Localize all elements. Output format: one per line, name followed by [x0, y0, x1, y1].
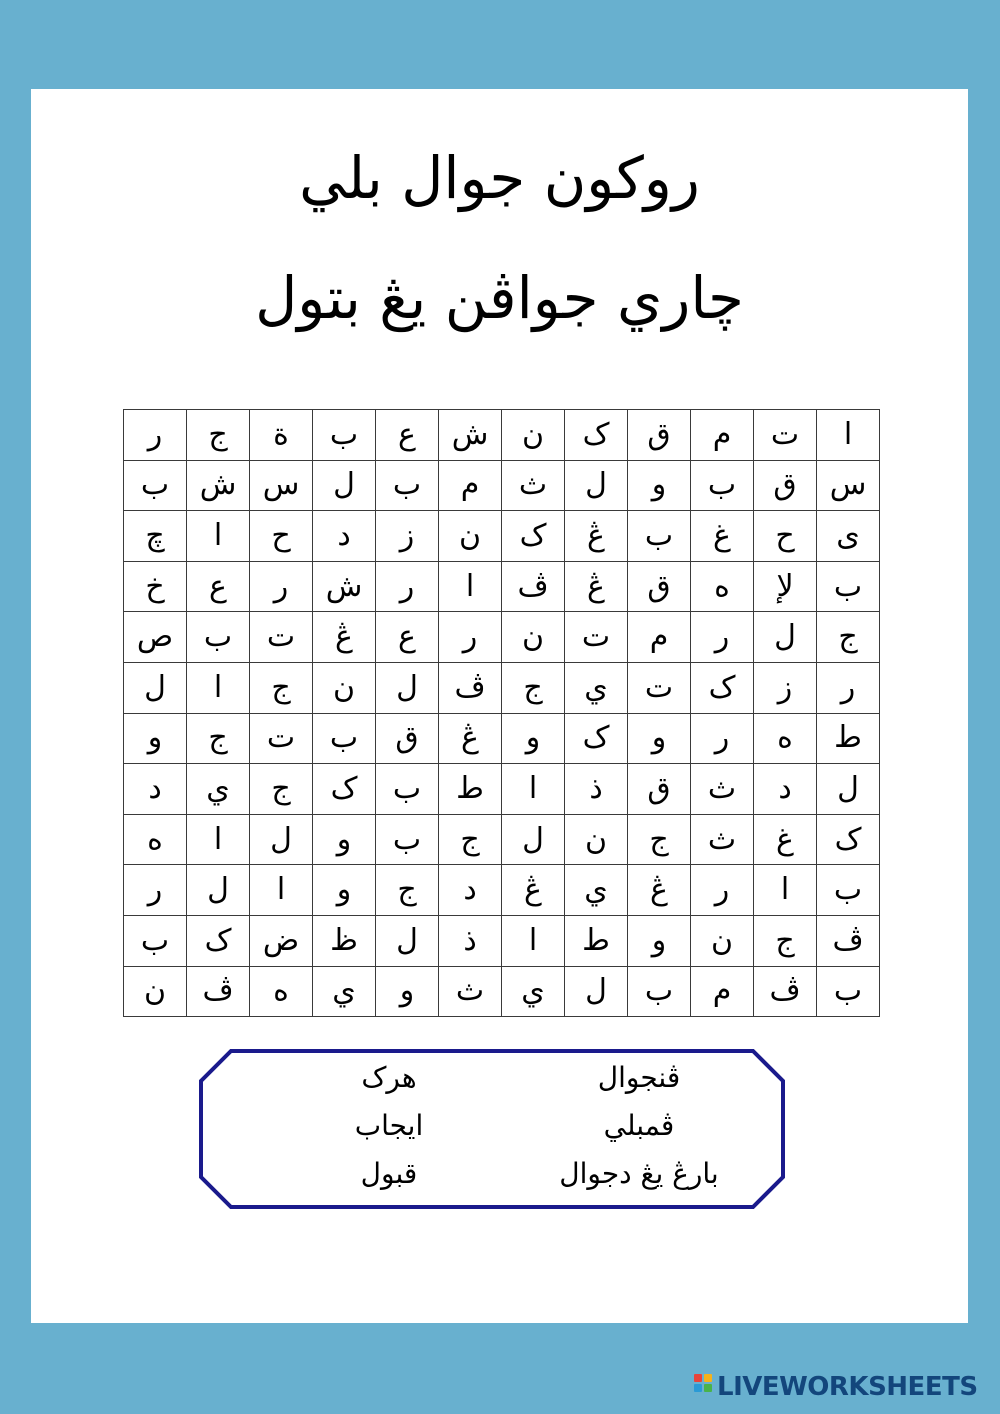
- grid-cell[interactable]: ث: [691, 764, 754, 815]
- grid-cell[interactable]: ة: [250, 410, 313, 461]
- grid-cell[interactable]: ر: [439, 612, 502, 663]
- grid-cell[interactable]: ل: [565, 460, 628, 511]
- grid-cell[interactable]: ب: [628, 966, 691, 1017]
- grid-cell[interactable]: ظ: [313, 915, 376, 966]
- grid-cell[interactable]: ش: [439, 410, 502, 461]
- grid-cell[interactable]: ا: [187, 511, 250, 562]
- grid-cell[interactable]: ر: [124, 865, 187, 916]
- grid-cell[interactable]: ب: [817, 561, 880, 612]
- grid-cell[interactable]: ڠ: [565, 561, 628, 612]
- grid-cell[interactable]: ا: [250, 865, 313, 916]
- grid-cell[interactable]: ع: [187, 561, 250, 612]
- grid-cell[interactable]: ش: [187, 460, 250, 511]
- grid-row: [124, 966, 880, 1017]
- grid-cell[interactable]: ن: [502, 612, 565, 663]
- word-search-grid: [123, 409, 880, 1017]
- grid-cell[interactable]: ک: [565, 713, 628, 764]
- grid-cell[interactable]: ع: [376, 612, 439, 663]
- grid-cell[interactable]: ه: [124, 814, 187, 865]
- grid-cell[interactable]: ب: [124, 460, 187, 511]
- grid-cell[interactable]: ڤ: [439, 662, 502, 713]
- grid-cell[interactable]: ل: [565, 966, 628, 1017]
- grid-cell[interactable]: و: [628, 713, 691, 764]
- grid-cell[interactable]: ث: [439, 966, 502, 1017]
- grid-cell[interactable]: ط: [817, 713, 880, 764]
- grid-cell[interactable]: ن: [313, 662, 376, 713]
- grid-cell[interactable]: غ: [754, 814, 817, 865]
- word-item: قبول: [360, 1157, 418, 1190]
- grid-cell[interactable]: ي: [313, 966, 376, 1017]
- grid-cell[interactable]: ڤ: [754, 966, 817, 1017]
- grid-row: [124, 662, 880, 713]
- grid-cell[interactable]: ا: [817, 410, 880, 461]
- grid-cell[interactable]: لإ: [754, 561, 817, 612]
- grid-cell[interactable]: ت: [565, 612, 628, 663]
- grid-cell[interactable]: ص: [124, 612, 187, 663]
- grid-cell[interactable]: ج: [754, 915, 817, 966]
- grid-row: [124, 764, 880, 815]
- grid-cell[interactable]: م: [439, 460, 502, 511]
- grid-cell[interactable]: ج: [187, 713, 250, 764]
- grid-cell[interactable]: ل: [124, 662, 187, 713]
- grid-row: [124, 865, 880, 916]
- grid-row: [124, 612, 880, 663]
- grid-cell[interactable]: ى: [817, 511, 880, 562]
- grid-cell[interactable]: د: [754, 764, 817, 815]
- grid-cell[interactable]: ث: [502, 460, 565, 511]
- grid-cell[interactable]: ل: [250, 814, 313, 865]
- grid-cell[interactable]: ض: [250, 915, 313, 966]
- grid-cell[interactable]: ي: [502, 966, 565, 1017]
- grid-cell[interactable]: ت: [250, 612, 313, 663]
- grid-row: [124, 915, 880, 966]
- grid-cell[interactable]: ب: [187, 612, 250, 663]
- title-line-1: روكون جوال بلي: [299, 144, 700, 212]
- grid-cell[interactable]: س: [817, 460, 880, 511]
- grid-row: [124, 410, 880, 461]
- grid-cell[interactable]: ق: [754, 460, 817, 511]
- grid-cell[interactable]: ر: [376, 561, 439, 612]
- grid-cell[interactable]: ط: [439, 764, 502, 815]
- liveworksheets-logo-icon: [694, 1374, 714, 1400]
- grid-cell[interactable]: ز: [376, 511, 439, 562]
- grid-cell[interactable]: ج: [502, 662, 565, 713]
- grid-cell[interactable]: ت: [250, 713, 313, 764]
- word-list-box: [199, 1049, 785, 1209]
- grid-cell[interactable]: م: [691, 966, 754, 1017]
- grid-row: [124, 814, 880, 865]
- grid-cell[interactable]: ڤ: [187, 966, 250, 1017]
- grid-cell[interactable]: ن: [565, 814, 628, 865]
- grid-cell[interactable]: ش: [313, 561, 376, 612]
- grid-cell[interactable]: ع: [376, 410, 439, 461]
- grid-cell[interactable]: ب: [628, 511, 691, 562]
- word-item: ايجاب: [354, 1109, 424, 1142]
- grid-cell[interactable]: ن: [691, 915, 754, 966]
- word-item: هرک: [361, 1061, 417, 1094]
- grid-cell[interactable]: ق: [628, 410, 691, 461]
- grid-cell[interactable]: و: [376, 966, 439, 1017]
- grid-cell[interactable]: ج: [187, 410, 250, 461]
- grid-row: [124, 460, 880, 511]
- grid-cell[interactable]: ڤ: [817, 915, 880, 966]
- grid-cell[interactable]: ا: [439, 561, 502, 612]
- grid-cell[interactable]: ا: [754, 865, 817, 916]
- brand-name: LIVEWORKSHEETS: [717, 1372, 978, 1402]
- grid-cell[interactable]: ڠ: [502, 865, 565, 916]
- grid-cell[interactable]: ب: [817, 966, 880, 1017]
- grid-cell[interactable]: ت: [628, 662, 691, 713]
- grid-row: [124, 561, 880, 612]
- grid-cell[interactable]: ا: [502, 764, 565, 815]
- grid-cell[interactable]: ز: [754, 662, 817, 713]
- grid-cell[interactable]: ر: [250, 561, 313, 612]
- grid-cell[interactable]: ق: [376, 713, 439, 764]
- grid-cell[interactable]: ج: [250, 662, 313, 713]
- worksheet-page: [31, 89, 968, 1323]
- grid-cell[interactable]: ک: [817, 814, 880, 865]
- grid-cell[interactable]: ب: [376, 814, 439, 865]
- grid-cell[interactable]: ل: [187, 865, 250, 916]
- grid-row: [124, 511, 880, 562]
- grid-cell[interactable]: ه: [691, 561, 754, 612]
- word-item: ڤنجوال: [597, 1061, 681, 1094]
- grid-cell[interactable]: ا: [187, 814, 250, 865]
- grid-cell[interactable]: ڤ: [502, 561, 565, 612]
- grid-cell[interactable]: ي: [565, 865, 628, 916]
- grid-cell[interactable]: ر: [124, 410, 187, 461]
- grid-cell[interactable]: ڠ: [313, 612, 376, 663]
- grid-cell[interactable]: د: [439, 865, 502, 916]
- grid-cell[interactable]: ب: [313, 713, 376, 764]
- grid-cell[interactable]: ک: [691, 662, 754, 713]
- grid-cell[interactable]: ي: [565, 662, 628, 713]
- grid-cell[interactable]: ذ: [439, 915, 502, 966]
- grid-cell[interactable]: د: [124, 764, 187, 815]
- grid-cell[interactable]: م: [691, 410, 754, 461]
- grid-cell[interactable]: ب: [376, 764, 439, 815]
- grid-cell[interactable]: خ: [124, 561, 187, 612]
- grid-cell[interactable]: ج: [376, 865, 439, 916]
- grid-cell[interactable]: ن: [502, 410, 565, 461]
- grid-cell[interactable]: ر: [691, 612, 754, 663]
- grid-cell[interactable]: ج: [250, 764, 313, 815]
- grid-cell[interactable]: ا: [187, 662, 250, 713]
- grid-cell[interactable]: ک: [565, 410, 628, 461]
- grid-cell[interactable]: ر: [691, 713, 754, 764]
- grid-cell[interactable]: ن: [439, 511, 502, 562]
- grid-cell[interactable]: ل: [502, 814, 565, 865]
- grid-cell[interactable]: ڠ: [565, 511, 628, 562]
- grid-cell[interactable]: ر: [817, 662, 880, 713]
- grid-cell[interactable]: غ: [691, 511, 754, 562]
- grid-cell[interactable]: ک: [187, 915, 250, 966]
- grid-cell[interactable]: ڠ: [628, 865, 691, 916]
- grid-cell[interactable]: ذ: [565, 764, 628, 815]
- grid-cell[interactable]: م: [628, 612, 691, 663]
- grid-cell[interactable]: ح: [250, 511, 313, 562]
- grid-cell[interactable]: ک: [502, 511, 565, 562]
- grid-cell[interactable]: ن: [124, 966, 187, 1017]
- grid-cell[interactable]: ي: [187, 764, 250, 815]
- grid-cell[interactable]: ث: [691, 814, 754, 865]
- grid-cell[interactable]: و: [628, 915, 691, 966]
- grid-cell[interactable]: ج: [817, 612, 880, 663]
- grid-cell[interactable]: ا: [502, 915, 565, 966]
- grid-cell[interactable]: و: [124, 713, 187, 764]
- grid-cell[interactable]: ب: [313, 410, 376, 461]
- grid-cell[interactable]: و: [313, 814, 376, 865]
- grid-cell[interactable]: ق: [628, 561, 691, 612]
- grid-cell[interactable]: ل: [376, 662, 439, 713]
- grid-cell[interactable]: س: [250, 460, 313, 511]
- grid-row: [124, 713, 880, 764]
- grid-cell[interactable]: ک: [313, 764, 376, 815]
- grid-cell[interactable]: چ: [124, 511, 187, 562]
- grid-cell[interactable]: ق: [628, 764, 691, 815]
- grid-cell[interactable]: و: [313, 865, 376, 916]
- grid-cell[interactable]: ت: [754, 410, 817, 461]
- word-item: بارڠ يڠ دجوال: [559, 1157, 719, 1190]
- grid-cell[interactable]: ل: [817, 764, 880, 815]
- grid-cell[interactable]: ل: [313, 460, 376, 511]
- grid-cell[interactable]: ج: [628, 814, 691, 865]
- grid-cell[interactable]: د: [313, 511, 376, 562]
- grid-cell[interactable]: ج: [439, 814, 502, 865]
- grid-cell[interactable]: ر: [691, 865, 754, 916]
- grid-cell[interactable]: ب: [376, 460, 439, 511]
- grid-cell[interactable]: ط: [565, 915, 628, 966]
- grid-cell[interactable]: ل: [754, 612, 817, 663]
- grid-cell[interactable]: ڠ: [439, 713, 502, 764]
- word-item: ڤمبلي: [603, 1109, 675, 1142]
- grid-cell[interactable]: و: [628, 460, 691, 511]
- grid-cell[interactable]: ب: [691, 460, 754, 511]
- grid-cell[interactable]: ب: [124, 915, 187, 966]
- grid-cell[interactable]: ه: [250, 966, 313, 1017]
- title-line-2: چاري جواڤن يڠ بتول: [255, 264, 744, 332]
- grid-cell[interactable]: ح: [754, 511, 817, 562]
- grid-cell[interactable]: و: [502, 713, 565, 764]
- liveworksheets-brand[interactable]: [694, 1374, 978, 1400]
- grid-cell[interactable]: ب: [817, 865, 880, 916]
- grid-cell[interactable]: ل: [376, 915, 439, 966]
- grid-cell[interactable]: ه: [754, 713, 817, 764]
